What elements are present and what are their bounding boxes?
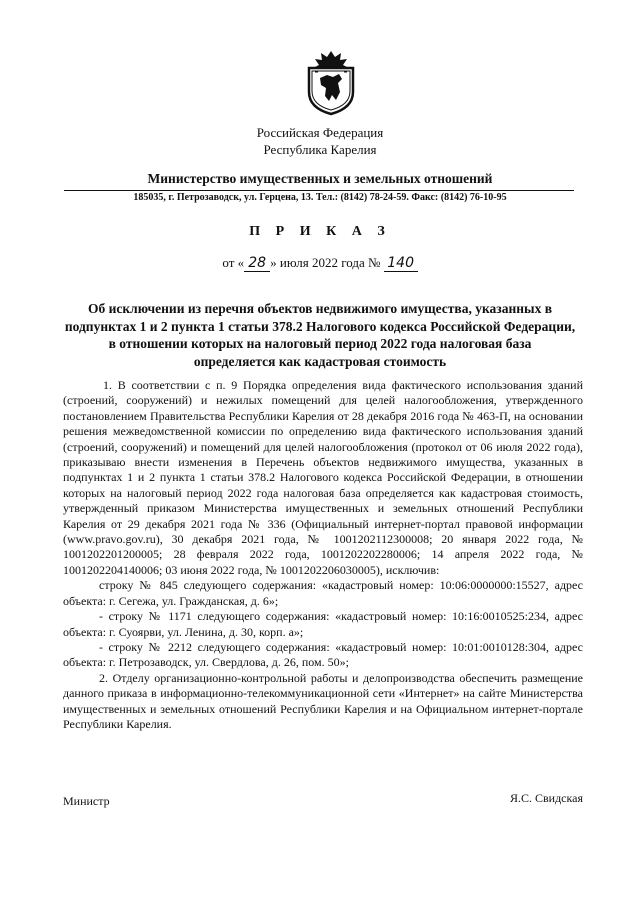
order-body [63,378,583,732]
date-middle: » июля 2022 года № [270,255,381,270]
republic-name: Республика Карелия [263,142,377,157]
header-divider [64,190,574,191]
subject-line-1: Об исключении из перечня объектов недвижимого имущества, указанных в [88,301,552,316]
signatory-position: Министр [63,794,110,808]
order-subject [0,300,640,370]
order-date-line [0,255,640,272]
country-name: Российская Федерация [256,125,384,140]
ministry-name: Министерство имущественных и земельных отношений [147,171,493,186]
date-prefix: от « [222,255,245,270]
paragraph-2: 2. Отделу организационно-контрольной работы и делопроизводства обеспечить размещение данного приказа в информационно-телекоммуникационной сети «Интернет» на сайте Министерства имущественных и земельных отношений Республики Карелия и на Официальном интернет-портале Республики Карелия. [63,670,583,731]
excluded-row-1171: - строку № 1171 следующего содержания: «кадастровый номер: 10:16:0010525:234, адрес объекта: г. Суоярви, ул. Ленина, д. 30, корп. а»; [63,609,583,639]
subject-line-2: подпунктах 1 и 2 пункта 1 статьи 378.2 Налогового кодекса Российской Федерации, [64,318,576,334]
excluded-row-845: строку № 845 следующего содержания: «кадастровый номер: 10:06:0000000:15527, адрес объекта: г. Сегежа, ул. Гражданская, д. 6»; [63,578,583,608]
paragraph-1: 1. В соответствии с п. 9 Порядка определения вида фактического использования зданий (строений, сооружений) и нежилых помещений для целей налогообложения, утвержденного постановлением Правительства Республики Карелия от 28 декабря 2016 года № 463-П, на основании решения межведомственной комиссии по определению вида фактического использования зданий (строений, сооружений) и помещений для целей налогообложения (протокол от 06 июля 2022 года), приказываю внести изменения в Перечень объектов недвижимого имущества, указанных в подпунктах 1 и 2 пункта 1 статьи 378.2 Налогового кодекса Российской Федерации, в отношении которых на налоговый период 2022 года налоговая база определяется как кадастровая стоимость, утвержденный приказом Министерства имущественных и земельных отношений Республики Карелия от 29 декабря 2021 года № 336 (Официальный интернет-портал правовой информации (www.pravo.gov.ru), 30 декабря 2021 года, № 1001202112300008; 20 января 2022 года, № 1001202201200005; 28 февраля 2022 года, 1001202202280006; 14 апреля 2022 года, № 1001202204140006; 03 июня 2022 года, № 1001202206030005), исключив: [63,378,583,577]
subject-line-3: в отношении которых на налоговый период 2022 года налоговая база [108,336,532,351]
signatory-name: Я.С. Свидская [509,791,583,805]
excluded-row-2212: - строку № 2212 следующего содержания: «кадастровый номер: 10:01:0010128:304, адрес объекта: г. Петрозаводск, ул. Свердлова, д. 26, пом. 50»; [63,639,583,670]
subject-line-4: определяется как кадастровая стоимость [193,353,447,369]
order-day-handwritten: 28 [244,255,270,272]
document-type-title: П Р И К А З [249,224,391,239]
ministry-address: 185035, г. Петрозаводск, ул. Герцена, 13. Тел.: (8142) 78-24-59. Факс: (8142) 76-10-95 [133,192,507,203]
coat-of-arms-emblem [305,48,357,116]
order-number-handwritten: 140 [384,255,418,272]
